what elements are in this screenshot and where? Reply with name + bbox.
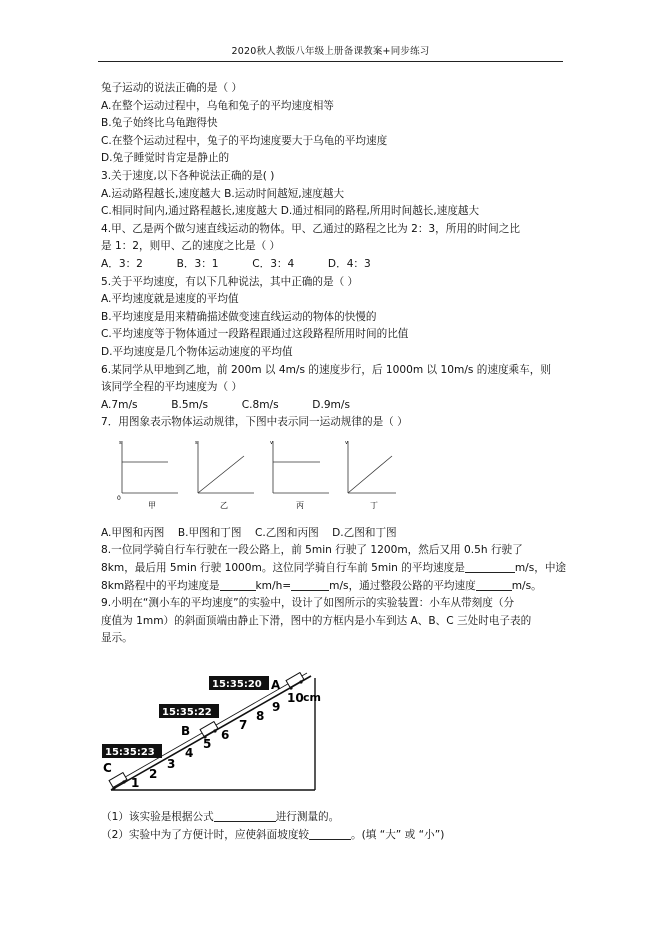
q7-stem: 7．用图象表示物体运动规律，下图中表示同一运动规律的是（ ） [101,416,408,429]
q8-line-3-unit1: km/h= [255,579,292,592]
q9-sub-1 [101,809,571,827]
point-c-label: C [103,761,112,775]
graph-bing [270,440,329,510]
q5-stem: 5.关于平均速度，有以下几种说法，其中正确的是（ ） [101,275,359,288]
q9-sub-2-tail: 。(填 “大” 或 “小”) [351,828,445,841]
q5-option-d: D.平均速度是几个物体运动速度的平均值 [101,345,293,358]
q5-option-c: C.平均速度等于物体通过一段路程跟通过这段路程所用时间的比值 [101,328,409,341]
q9-subquestions [101,809,571,844]
tick-5: 5 [203,737,212,751]
clock-a-time: 15:35:20 [212,679,262,690]
q2-option-b: B.兔子始终比乌龟跑得快 [101,117,218,130]
tick-9: 9 [272,700,281,714]
clock-b [159,704,219,718]
graph-jia-label: 甲 [148,501,156,510]
question-content [101,80,571,648]
motion-graphs [108,438,398,510]
q2-stem-tail: 兔子运动的说法正确的是（ ） [101,82,243,94]
incline-diagram [101,672,341,810]
tick-3: 3 [167,757,176,771]
q2-option-d: D.兔子睡觉时肯定是静止的 [101,152,230,165]
q9-sub-1-tail: 进行测量的。 [275,811,340,823]
graph-ding [345,440,396,510]
graph-bing-label: 丙 [296,501,304,510]
q6-stem-1: 6.某同学从甲地到乙地，前 200m 以 4m/s 的速度步行，后 1000m 以 10m/s 的速度乘车，则 [101,363,551,376]
tick-8: 8 [256,709,265,723]
q4-stem-1: 4.甲、乙是两个做匀速直线运动的物体。甲、乙通过的路程之比为 2：3，所用的时间之比 [101,222,520,235]
q9-sub-1-blank[interactable] [214,809,276,822]
graph-bing-axis-label: v [270,440,273,446]
clock-a [209,676,269,690]
tick-10: 10 [287,691,304,705]
graph-yi [195,440,254,510]
q5-option-b: B.平均速度是用来精确描述做变速直线运动的物体的快慢的 [101,310,377,323]
graph-jia-axis-label: s [119,440,122,446]
q8-line-3-text: 8km路程中的平均速度是 [101,579,220,592]
q9-line-3: 显示。 [101,632,133,645]
q9-sub-2-text: （2）实验中为了方便计时，应使斜面坡度较 [101,828,310,841]
graph-ding-line [348,456,392,493]
cart-at-c [109,773,127,790]
q2-option-c: C.在整个运动过程中，兔子的平均速度要大于乌龟的平均速度 [101,134,388,147]
graph-yi-line [198,456,244,493]
q5-option-a: A.平均速度就是速度的平均值 [101,293,239,306]
graph-ding-label: 丁 [370,501,378,510]
q4-options: A．3：2 B．3：1 C．3：4 D．4：3 [101,257,371,270]
q3-stem: 3.关于速度,以下各种说法正确的是( ) [101,169,275,182]
q8-line-3-unit3: m/s。 [511,579,542,592]
q6-stem-2: 该同学全程的平均速度为（ ） [101,381,243,394]
graph-jia-origin: 0 [117,495,121,502]
tick-2: 2 [149,767,158,781]
graph-yi-label: 乙 [220,501,228,510]
tick-6: 6 [221,728,230,742]
point-b-label: B [181,724,191,738]
q8-line-2-text: 8km，最后用 5min 行驶 1000m。这位同学骑自行车前 5min 的平均速度是 [101,562,465,575]
ruler-unit: cm [303,691,321,704]
tick-7: 7 [239,718,248,732]
graph-ding-axis-label: v [345,440,348,446]
q8-line-3-unit2: m/s，通过整段公路的平均速度 [329,579,476,592]
q7-options: A.甲图和丙图 B.甲图和丁图 C.乙图和丙图 D.乙图和丁图 [101,526,397,539]
q2-option-a: A.在整个运动过程中，乌龟和兔子的平均速度相等 [101,99,334,112]
graph-yi-axis-label: s [195,440,198,446]
q8-blank-1[interactable] [465,560,515,573]
q4-stem-2: 是 1：2，则甲、乙的速度之比是（ ） [101,240,281,253]
q3-options-cd: C.相同时间内,通过路程越长,速度越大 D.通过相同的路程,所用时间越长,速度越大 [101,205,480,218]
clock-b-time: 15:35:22 [162,707,212,718]
clock-c-time: 15:35:23 [105,747,155,758]
header-divider [98,61,563,62]
q8-line-1: 8.一位同学骑自行车行驶在一段公路上，前 5min 行驶了 1200m，然后又用 0.5h 行驶了 [101,544,523,557]
q9-line-2: 度值为 1mm）的斜面顶端由静止下滑，图中的方框内是小车到达 A、B、C 三处时电子表的 [101,614,532,627]
q9-line-1: 9.小明在“测小车的平均速度”的实验中，设计了如图所示的实验装置：小车从带刻度（分 [101,597,515,610]
tick-4: 4 [185,746,194,760]
q3-options-ab: A.运动路程越长,速度越大 B.运动时间越短,速度越大 [101,187,345,200]
point-a-label: A [271,678,281,692]
q8-line-3 [101,578,571,596]
clock-c [102,744,162,758]
q8-line-2-tail: m/s，中途 [514,562,567,575]
q9-sub-2-blank[interactable] [309,827,351,840]
tick-1: 1 [131,776,140,790]
page-header: 2020秋人教版八年级上册备课教案+同步练习 [231,46,430,57]
q8-blank-2[interactable] [220,578,256,591]
q6-options: A.7m/s B.5m/s C.8m/s D.9m/s [101,398,350,411]
q9-sub-2 [101,827,571,845]
q8-blank-3[interactable] [291,578,329,591]
q8-blank-4[interactable] [476,578,512,591]
q8-line-2 [101,560,571,578]
q9-sub-1-text: （1）该实验是根据公式 [101,811,214,823]
graph-jia [117,440,178,510]
cart-at-a [286,673,304,690]
